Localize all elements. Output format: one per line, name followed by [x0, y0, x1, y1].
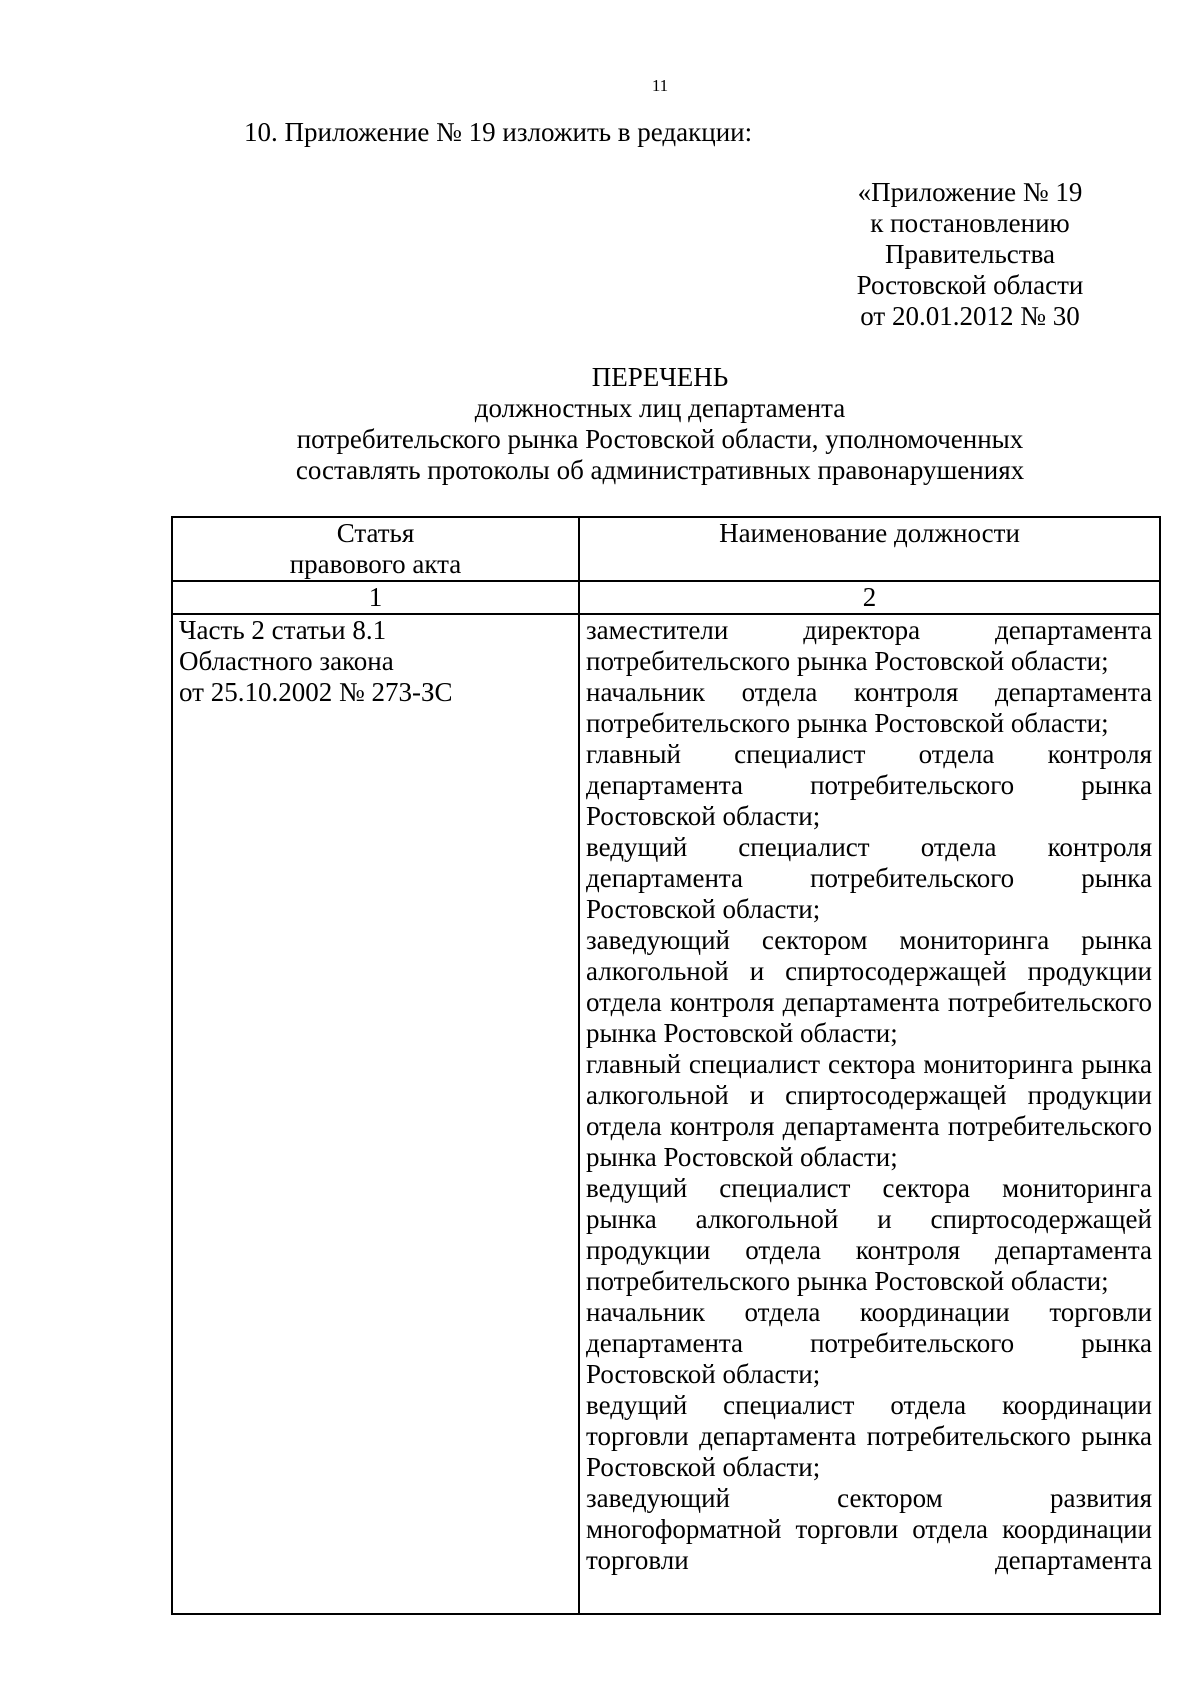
- attachment-line: к постановлению: [870, 208, 1070, 238]
- header-article-line: правового акта: [289, 549, 462, 579]
- list-title-line: потребительского рынка Ростовской области, уполномоченных: [296, 424, 1024, 454]
- attachment-line: «Приложение № 19: [857, 177, 1083, 207]
- position-item: заведующий сектором развития многоформатной торговли отдела координации торговли департамента: [586, 1483, 1152, 1575]
- position-item: начальник отдела координации торговли департамента потребительского рынка Ростовской области;: [586, 1297, 1152, 1389]
- column-number: 1: [172, 581, 579, 614]
- page-number: 11: [651, 76, 669, 95]
- header-position-line: Наименование должности: [719, 518, 1020, 548]
- column-number: 2: [579, 581, 1160, 614]
- position-item: заведующий сектором мониторинга рынка алкогольной и спиртосодержащей продукции отдела контроля департамента потребительского рынка Ростовской области;: [586, 925, 1152, 1048]
- position-item: начальник отдела контроля департамента потребительского рынка Ростовской области;: [586, 677, 1152, 738]
- position-item: заместители директора департамента потребительского рынка Ростовской области;: [586, 615, 1152, 676]
- position-item: главный специалист сектора мониторинга рынка алкогольной и спиртосодержащей продукции отдела контроля департамента потребительского рынка Ростовской области;: [586, 1049, 1152, 1172]
- positions-cell: [579, 614, 1160, 1614]
- attachment-line: Ростовской области: [856, 270, 1084, 300]
- positions-table: [171, 516, 1161, 1615]
- table-row: [172, 614, 1160, 1614]
- header-article: [172, 517, 579, 581]
- article-line: от 25.10.2002 № 273-ЗС: [179, 677, 453, 707]
- article-cell: [172, 614, 579, 1614]
- column-number-row: [172, 581, 1160, 614]
- position-item: ведущий специалист сектора мониторинга рынка алкогольной и спиртосодержащей продукции отдела контроля департамента потребительского рынка Ростовской области;: [586, 1173, 1152, 1296]
- article-line: Областного закона: [179, 646, 394, 676]
- position-item: главный специалист отдела контроля департамента потребительского рынка Ростовской области;: [586, 739, 1152, 831]
- intro-text: 10. Приложение № 19 изложить в редакции:: [244, 117, 753, 147]
- header-article-line: Статья: [336, 518, 415, 548]
- article-line: Часть 2 статьи 8.1: [179, 615, 387, 645]
- attachment-line: от 20.01.2012 № 30: [860, 301, 1080, 331]
- list-title-line: должностных лиц департамента: [474, 393, 846, 423]
- list-title-line: составлять протоколы об административных правонарушениях: [295, 455, 1025, 485]
- attachment-line: Правительства: [885, 239, 1055, 269]
- list-heading: ПЕРЕЧЕНЬ: [591, 362, 729, 392]
- table-header-row: [172, 517, 1160, 581]
- attachment-block: [840, 177, 1100, 332]
- list-title: [0, 362, 1200, 486]
- header-position: [579, 517, 1160, 581]
- position-item: ведущий специалист отдела контроля департамента потребительского рынка Ростовской области;: [586, 832, 1152, 924]
- position-item: ведущий специалист отдела координации торговли департамента потребительского рынка Ростовской области;: [586, 1390, 1152, 1482]
